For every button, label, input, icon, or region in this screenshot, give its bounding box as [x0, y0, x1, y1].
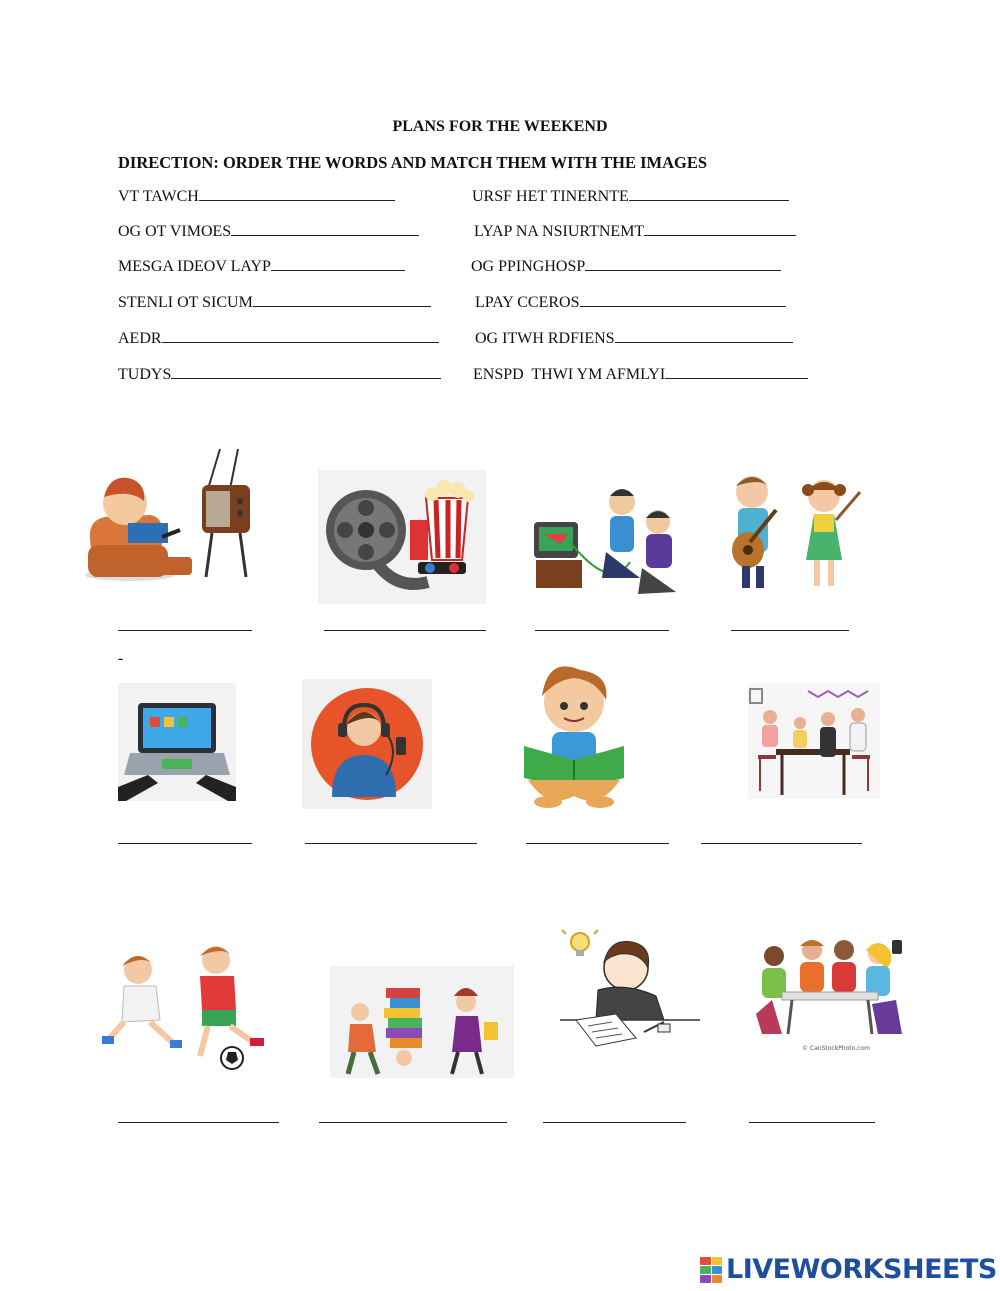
logo-text: LIVEWORKSHEETS	[726, 1254, 997, 1285]
answer-line[interactable]	[118, 1122, 279, 1123]
scrambled-word: OG ITWH RDFIENS	[475, 330, 615, 347]
scrambled-word: LYAP NA NSIURTNEMT	[474, 223, 645, 240]
answer-line[interactable]	[701, 843, 862, 844]
answer-blank[interactable]	[199, 188, 395, 201]
scrambled-word: OG OT VIMOES	[118, 223, 232, 240]
answer-blank[interactable]	[231, 223, 419, 236]
copyright-caption: © CanStockPhoto.com	[802, 1045, 870, 1052]
answer-line[interactable]	[731, 630, 849, 631]
scrambled-word-row	[475, 294, 786, 312]
answer-blank[interactable]	[162, 330, 439, 343]
answer-line[interactable]	[324, 630, 486, 631]
answer-blank[interactable]	[629, 188, 789, 201]
answer-blank[interactable]	[171, 366, 441, 379]
scrambled-word: OG PPINGHOSP	[471, 258, 586, 275]
scrambled-word: TUDYS	[118, 366, 172, 383]
scrambled-word: ENSPD THWI YM AFMLYI	[473, 366, 666, 383]
scrambled-word-row	[472, 188, 789, 206]
answer-blank[interactable]	[644, 223, 796, 236]
answer-line[interactable]	[118, 630, 252, 631]
movies-popcorn-icon	[318, 470, 486, 604]
scrambled-word-row	[118, 330, 439, 348]
answer-line[interactable]	[305, 843, 477, 844]
answer-line[interactable]	[535, 630, 669, 631]
answer-blank[interactable]	[615, 330, 793, 343]
answer-blank[interactable]	[580, 294, 786, 307]
answer-blank[interactable]	[253, 294, 431, 307]
answer-line[interactable]	[319, 1122, 507, 1123]
scrambled-word: LPAY CCEROS	[475, 294, 580, 311]
scrambled-word-row	[474, 223, 796, 241]
answer-line[interactable]	[749, 1122, 875, 1123]
scrambled-word-row	[118, 294, 431, 312]
answer-line[interactable]	[526, 843, 669, 844]
worksheet-direction: DIRECTION: ORDER THE WORDS AND MATCH THEM WITH THE IMAGES	[118, 153, 708, 172]
friends-hangout-icon	[752, 934, 908, 1056]
watching-tv-icon	[80, 445, 260, 585]
playing-soccer-icon	[100, 940, 270, 1072]
playing-video-games-icon	[530, 482, 680, 600]
scrambled-word-row	[473, 366, 808, 384]
scrambled-word-row	[471, 258, 781, 276]
reading-book-icon	[518, 660, 630, 814]
listening-music-icon	[302, 679, 432, 809]
shopping-icon	[330, 966, 514, 1078]
answer-line[interactable]	[118, 843, 252, 844]
answer-line[interactable]	[543, 1122, 686, 1123]
laptop-internet-icon	[118, 683, 236, 801]
answer-blank[interactable]	[271, 258, 405, 271]
scrambled-word: VT TAWCH	[118, 188, 199, 205]
scrambled-word-row	[118, 258, 405, 276]
scrambled-word: AEDR	[118, 330, 162, 347]
scrambled-word-row	[118, 366, 441, 384]
logo-mark-icon	[700, 1257, 722, 1283]
scrambled-word: URSF HET TINERNTE	[472, 188, 629, 205]
scrambled-word: STENLI OT SICUM	[118, 294, 253, 311]
stray-mark: -	[118, 650, 124, 667]
worksheet-title: PLANS FOR THE WEEKEND	[392, 118, 608, 135]
scrambled-word-row	[118, 188, 395, 206]
family-dinner-icon	[748, 683, 880, 799]
studying-icon	[560, 928, 700, 1052]
answer-blank[interactable]	[665, 366, 808, 379]
scrambled-word-row	[118, 223, 419, 241]
scrambled-word-row	[475, 330, 793, 348]
playing-instruments-icon	[710, 470, 882, 590]
answer-blank[interactable]	[585, 258, 781, 271]
scrambled-word: MESGA IDEOV LAYP	[118, 258, 271, 275]
liveworksheets-logo[interactable]	[700, 1254, 997, 1285]
